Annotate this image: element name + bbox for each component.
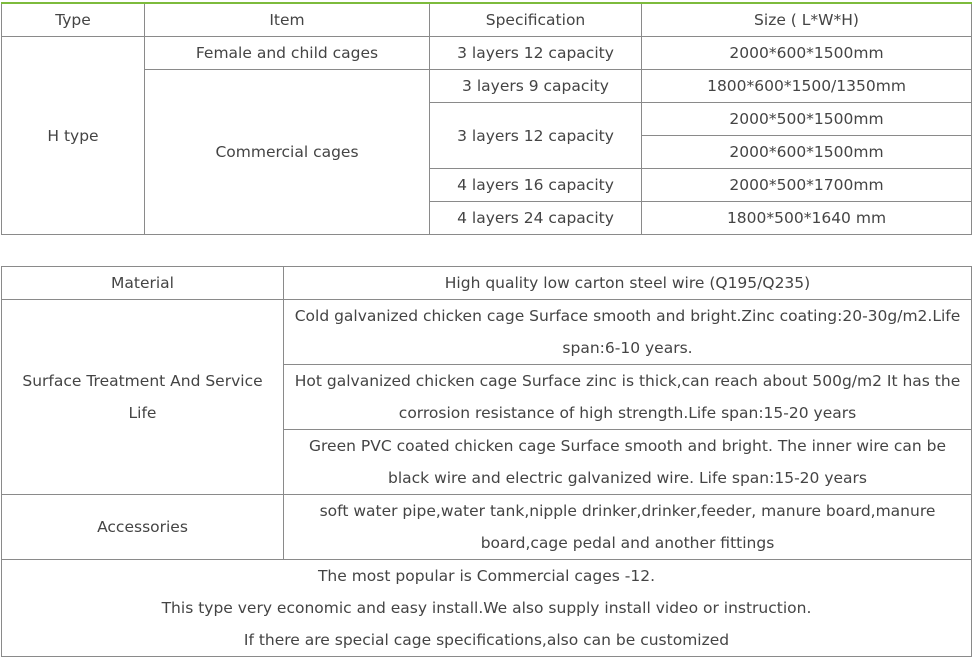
spec-cell: 3 layers 12 capacity bbox=[430, 103, 642, 169]
type-cell: H type bbox=[2, 37, 145, 235]
size-cell: 2000*600*1500mm bbox=[642, 37, 972, 70]
item-cell: Commercial cages bbox=[145, 70, 430, 235]
spec-cell: 3 layers 12 capacity bbox=[430, 37, 642, 70]
material-table bbox=[1, 266, 972, 657]
footer-note bbox=[2, 560, 972, 657]
spec-cell: 4 layers 16 capacity bbox=[430, 169, 642, 202]
accessories-label: Accessories bbox=[2, 495, 284, 560]
table-row bbox=[2, 37, 972, 70]
cage-spec-table bbox=[1, 2, 972, 235]
surface-item: Hot galvanized chicken cage Surface zinc is thick,can reach about 500g/m2 It has the corrosion resistance of high strength.Life span:15-20 years bbox=[284, 365, 972, 430]
table-row bbox=[2, 70, 972, 103]
spec-cell: 4 layers 24 capacity bbox=[430, 202, 642, 235]
accessories-value: soft water pipe,water tank,nipple drinker,drinker,feeder, manure board,manure board,cage pedal and another fittings bbox=[284, 495, 972, 560]
surface-item: Cold galvanized chicken cage Surface smooth and bright.Zinc coating:20-30g/m2.Life span:6-10 years. bbox=[284, 300, 972, 365]
surface-label: Surface Treatment And Service Life bbox=[2, 300, 284, 495]
header-item: Item bbox=[145, 3, 430, 37]
footer-line: If there are special cage specifications,also can be customized bbox=[243, 631, 730, 649]
header-size: Size ( L*W*H) bbox=[642, 3, 972, 37]
table-row bbox=[2, 560, 972, 657]
footer-line: This type very economic and easy install.We also supply install video or instruction. bbox=[161, 599, 812, 617]
item-cell: Female and child cages bbox=[145, 37, 430, 70]
size-cell: 2000*600*1500mm bbox=[642, 136, 972, 169]
footer-line: The most popular is Commercial cages -12. bbox=[317, 567, 656, 585]
table-row bbox=[2, 300, 972, 365]
table-row bbox=[2, 495, 972, 560]
size-cell: 2000*500*1500mm bbox=[642, 103, 972, 136]
spec-cell: 3 layers 9 capacity bbox=[430, 70, 642, 103]
header-specification: Specification bbox=[430, 3, 642, 37]
material-label: Material bbox=[2, 267, 284, 300]
header-type: Type bbox=[2, 3, 145, 37]
material-value: High quality low carton steel wire (Q195/Q235) bbox=[284, 267, 972, 300]
size-cell: 2000*500*1700mm bbox=[642, 169, 972, 202]
spec-header-row bbox=[2, 3, 972, 37]
size-cell: 1800*500*1640 mm bbox=[642, 202, 972, 235]
size-cell: 1800*600*1500/1350mm bbox=[642, 70, 972, 103]
table-row bbox=[2, 267, 972, 300]
surface-item: Green PVC coated chicken cage Surface smooth and bright. The inner wire can be black wire and electric galvanized wire. Life span:15-20 years bbox=[284, 430, 972, 495]
